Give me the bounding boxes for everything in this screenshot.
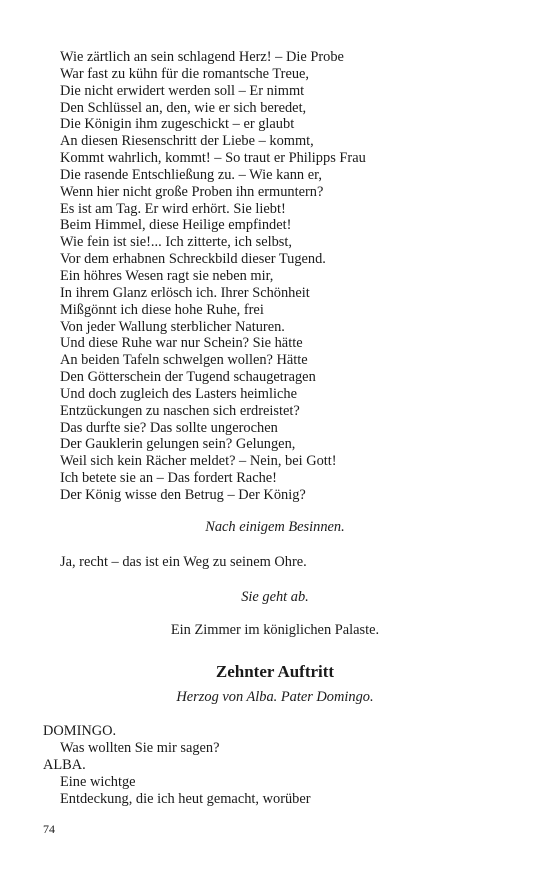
verse-line: Der Gauklerin gelungen sein? Gelungen, bbox=[60, 436, 296, 453]
verse-line: Der König wisse den Betrug – Der König? bbox=[60, 486, 306, 503]
verse-line: Die nicht erwidert werden soll – Er nimmt bbox=[60, 82, 305, 99]
speaker-name: ALBA. bbox=[43, 757, 86, 773]
verse-line: Das durfte sie? Das sollte ungerochen bbox=[60, 419, 278, 436]
scene-title: Zehnter Auftritt bbox=[215, 662, 335, 681]
verse-line: Kommt wahrlich, kommt! – So traut er Philipps Frau bbox=[60, 150, 366, 167]
verse-line: Mißgönnt ich diese hohe Ruhe, frei bbox=[60, 301, 264, 318]
stage-direction: Nach einigem Besinnen. bbox=[205, 519, 345, 535]
verse-line: An beiden Tafeln schwelgen wollen? Hätte bbox=[60, 352, 308, 369]
verse-line: Beim Himmel, diese Heilige empfindet! bbox=[60, 217, 292, 234]
verse-line: Die Königin ihm zugeschickt – er glaubt bbox=[60, 116, 295, 133]
verse-line: Und doch zugleich des Lasters heimliche bbox=[60, 385, 297, 402]
closing-verse-line: Ja, recht – das ist ein Weg zu seinem Ohre. bbox=[60, 554, 307, 570]
verse-line: Wie fein ist sie!... Ich zitterte, ich selbst, bbox=[60, 234, 292, 251]
verse-line: An diesen Riesenschritt der Liebe – kommt, bbox=[60, 133, 314, 150]
verse-line: Wie zärtlich an sein schlagend Herz! – Die Probe bbox=[60, 49, 344, 65]
verse-line: Und diese Ruhe war nur Schein? Sie hätte bbox=[60, 335, 303, 352]
verse-line: Von jeder Wallung sterblicher Naturen. bbox=[60, 318, 285, 335]
speech-line: Was wollten Sie mir sagen? bbox=[60, 740, 220, 756]
verse-block bbox=[60, 49, 366, 504]
verse-line: Den Götterschein der Tugend schaugetragen bbox=[60, 369, 316, 386]
verse-line: Die rasende Entschließung zu. – Wie kann er, bbox=[60, 166, 322, 183]
stage-direction-exit: Sie geht ab. bbox=[241, 589, 309, 605]
verse-line: Den Schlüssel an, den, wie er sich beredet, bbox=[60, 99, 307, 116]
speech-line: Entdeckung, die ich heut gemacht, worüber bbox=[60, 791, 311, 807]
scene-setting: Ein Zimmer im königlichen Palaste. bbox=[170, 622, 380, 638]
verse-line: Ich betete sie an – Das fordert Rache! bbox=[60, 470, 277, 487]
verse-line: Wenn hier nicht große Proben ihn ermuntern? bbox=[60, 183, 324, 200]
scene-characters: Herzog von Alba. Pater Domingo. bbox=[176, 689, 374, 705]
verse-line: In ihrem Glanz erlösch ich. Ihrer Schönheit bbox=[60, 284, 310, 301]
verse-line: Vor dem erhabnen Schreckbild dieser Tugend. bbox=[60, 251, 326, 268]
page-number: 74 bbox=[43, 822, 55, 836]
verse-line: Ein höhres Wesen ragt sie neben mir, bbox=[60, 267, 274, 284]
verse-line: Weil sich kein Rächer meldet? – Nein, bei Gott! bbox=[60, 453, 337, 470]
speech-line: Eine wichtge bbox=[60, 774, 136, 790]
verse-line: Entzückungen zu naschen sich erdreistet? bbox=[60, 402, 300, 419]
speaker-name: DOMINGO. bbox=[43, 723, 117, 739]
verse-line: Es ist am Tag. Er wird erhört. Sie liebt! bbox=[60, 200, 286, 217]
verse-line: War fast zu kühn für die romantsche Treue, bbox=[60, 65, 310, 82]
